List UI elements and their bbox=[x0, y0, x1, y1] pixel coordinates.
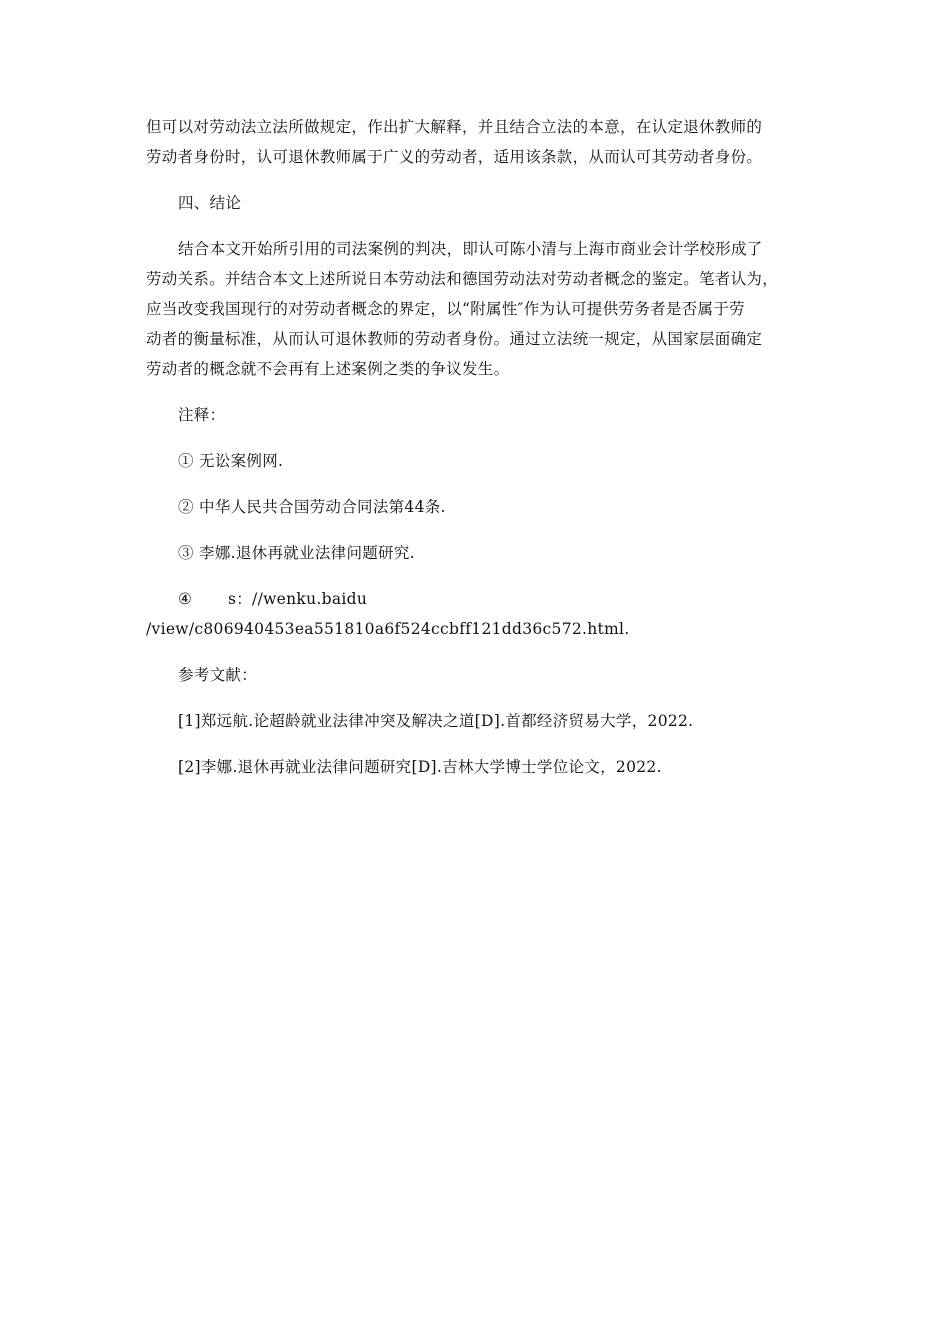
notes-heading: 注释： bbox=[178, 406, 226, 424]
note-url-line-1 bbox=[146, 590, 367, 608]
note-url-part-2: /view/c806940453ea551810a6f524ccbff121dd36c572.html. bbox=[146, 620, 630, 638]
paragraph-2-line: 动者的衡量标准，从而认可退休教师的劳动者身份。通过立法统一规定，从国家层面确定 bbox=[146, 330, 763, 348]
document-body bbox=[146, 112, 806, 782]
paragraph-2-line: 劳动者的概念就不会再有上述案例之类的争议发生。 bbox=[146, 360, 510, 378]
paragraph-2-line: 应当改变我国现行的对劳动者概念的界定，以“附属性″作为认可提供劳务者是否属于劳 bbox=[146, 300, 745, 318]
note-item: ① 无讼案例网. bbox=[178, 452, 284, 470]
note-url-part-1: s：//wenku.baidu bbox=[228, 590, 368, 608]
section-heading: 四、结论 bbox=[178, 194, 242, 212]
paragraph-2 bbox=[146, 234, 806, 384]
reference-item: [1]郑远航.论超龄就业法律冲突及解决之道[D].首都经济贸易大学，2022. bbox=[178, 712, 694, 730]
note-item: ③ 李娜.退休再就业法律问题研究. bbox=[178, 544, 415, 562]
note-item-url bbox=[146, 584, 806, 644]
note-number: ④ bbox=[178, 590, 193, 608]
paragraph-2-line: 劳动关系。并结合本文上述所说日本劳动法和德国劳动法对劳动者概念的鉴定。笔者认为， bbox=[146, 270, 779, 288]
note-item: ② 中华人民共合国劳动合同法第44条. bbox=[178, 498, 446, 516]
paragraph-1-line: 但可以对劳动法立法所做规定，作出扩大解释，并且结合立法的本意，在认定退休教师的 bbox=[146, 118, 763, 136]
reference-item: [2]李娜.退休再就业法律问题研究[D].吉林大学博士学位论文，2022. bbox=[178, 758, 662, 776]
paragraph-2-line: 结合本文开始所引用的司法案例的判决，即认可陈小清与上海市商业会计学校形成了 bbox=[178, 240, 763, 258]
references-heading: 参考文献： bbox=[178, 666, 258, 684]
paragraph-1-line: 劳动者身份时，认可退休教师属于广义的劳动者，适用该条款，从而认可其劳动者身份。 bbox=[146, 148, 763, 166]
paragraph-1 bbox=[146, 112, 806, 172]
